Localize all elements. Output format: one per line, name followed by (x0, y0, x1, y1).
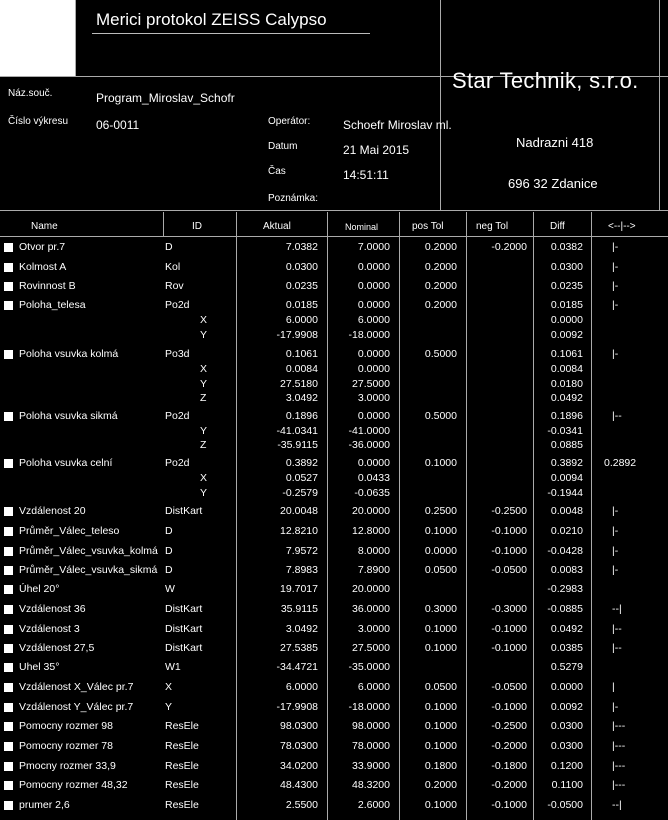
drawing-number-label: Číslo výkresu (8, 116, 69, 127)
cell-neg-tol: -0.1800 (491, 760, 527, 772)
cell-deviation-graph: --| (612, 603, 622, 615)
cell-nominal: 48.3200 (352, 779, 390, 791)
cell-neg-tol: -0.1000 (491, 701, 527, 713)
cell-diff: 0.0048 (550, 505, 583, 517)
cell-neg-tol: -0.2500 (491, 720, 527, 732)
cell-name: Pomocny rozmer 78 (19, 740, 113, 752)
row-checkbox[interactable] (4, 683, 13, 692)
cell-deviation-graph: |-- (612, 623, 622, 635)
cell-pos-tol: 0.1000 (424, 642, 457, 654)
company-name: Star Technik, s.r.o. (452, 68, 639, 93)
cell-id: D (165, 545, 173, 557)
cell-deviation-graph: |- (612, 701, 619, 713)
cell-diff: 0.0385 (550, 642, 583, 654)
divider (163, 212, 164, 236)
divider (0, 210, 668, 211)
cell-aktual: 2.5500 (285, 799, 318, 811)
cell-aktual: 7.8983 (285, 564, 318, 576)
cell-pos-tol: 0.2500 (424, 505, 457, 517)
cell-nominal: 0.0000 (357, 299, 390, 311)
cell-id: D (165, 525, 173, 537)
cell-neg-tol: -0.1000 (491, 623, 527, 635)
cell-diff: 0.1200 (550, 760, 583, 772)
cell-diff: 0.1061 (550, 348, 583, 360)
cell-diff: 0.0492 (550, 623, 583, 635)
cell-pos-tol: 0.1000 (424, 799, 457, 811)
cell-nominal: 6.0000 (357, 681, 390, 693)
row-checkbox[interactable] (4, 566, 13, 575)
cell-diff: -0.0885 (547, 603, 583, 615)
cell-deviation-graph: |- (612, 505, 619, 517)
cell-pos-tol: 0.1000 (424, 720, 457, 732)
cell-deviation-graph: |--- (612, 740, 626, 752)
cell-id: X (200, 363, 208, 375)
cell-diff: -0.0428 (547, 545, 583, 557)
row-checkbox[interactable] (4, 507, 13, 516)
cell-nominal: 0.0433 (357, 472, 390, 484)
cell-pos-tol: 0.2000 (424, 261, 457, 273)
cell-aktual: 78.0300 (280, 740, 318, 752)
cell-id: W (165, 583, 175, 595)
cell-pos-tol: 0.1000 (424, 525, 457, 537)
cell-id: ResEle (165, 740, 199, 752)
cell-pos-tol: 0.2000 (424, 299, 457, 311)
cell-aktual: 27.5180 (280, 378, 318, 390)
cell-nominal: 6.0000 (357, 314, 390, 326)
cell-name: Vzdálenost X_Válec pr.7 (19, 681, 134, 693)
cell-id: X (200, 314, 208, 326)
cell-id: ResEle (165, 720, 199, 732)
cell-diff: -0.0500 (547, 799, 583, 811)
cell-pos-tol: 0.1000 (424, 701, 457, 713)
cell-deviation-graph: 0.2892 (604, 457, 637, 469)
cell-deviation-graph: |-- (612, 642, 622, 654)
cell-pos-tol: 0.0500 (424, 564, 457, 576)
cell-diff: 0.3892 (550, 457, 583, 469)
cell-aktual: 12.8210 (280, 525, 318, 537)
cell-nominal: -36.0000 (348, 439, 390, 451)
cell-pos-tol: 0.5000 (424, 348, 457, 360)
cell-name: Poloha_telesa (19, 299, 86, 311)
cell-deviation-graph: --| (612, 799, 622, 811)
cell-nominal: -18.0000 (348, 701, 390, 713)
cell-id: Rov (165, 280, 184, 292)
cell-diff: 0.0092 (550, 329, 583, 341)
col-header-id: ID (192, 221, 202, 232)
cell-name: Průměr_Válec_teleso (19, 525, 120, 537)
cell-aktual: 34.0200 (280, 760, 318, 772)
cell-id: DistKart (165, 642, 203, 654)
cell-deviation-graph: |- (612, 564, 619, 576)
cell-nominal: 20.0000 (352, 583, 390, 595)
cell-diff: 0.0185 (550, 299, 583, 311)
row-checkbox[interactable] (4, 625, 13, 634)
row-checkbox[interactable] (4, 605, 13, 614)
cell-neg-tol: -0.2000 (491, 779, 527, 791)
cell-name: Vzdálenost 27,5 (19, 642, 95, 654)
cell-name: Pomocny rozmer 48,32 (19, 779, 128, 791)
report-title: Merici protokol ZEISS Calypso (96, 10, 327, 29)
cell-nominal: 3.0000 (357, 392, 390, 404)
cell-name: Vzdálenost Y_Válec pr.7 (19, 701, 134, 713)
part-name-label: Náz.souč. (8, 88, 53, 99)
cell-neg-tol: -0.0500 (491, 564, 527, 576)
cell-name: Vzdálenost 3 (19, 623, 80, 635)
cell-pos-tol: 0.3000 (424, 603, 457, 615)
cell-name: Kolmost A (19, 261, 67, 273)
cell-deviation-graph: |- (612, 261, 619, 273)
row-checkbox[interactable] (4, 243, 13, 252)
cell-aktual: -17.9908 (276, 701, 318, 713)
part-name-value: Program_Miroslav_Schofr (96, 91, 235, 105)
cell-diff: 0.0092 (550, 701, 583, 713)
row-checkbox[interactable] (4, 459, 13, 468)
cell-aktual: 19.7017 (280, 583, 318, 595)
cell-aktual: 0.1896 (285, 410, 318, 422)
cell-nominal: 0.0000 (357, 348, 390, 360)
cell-aktual: 6.0000 (285, 681, 318, 693)
cell-diff: 0.0083 (550, 564, 583, 576)
cell-diff: 0.0382 (550, 241, 583, 253)
divider (659, 0, 660, 210)
cell-diff: 0.0300 (550, 740, 583, 752)
row-checkbox[interactable] (4, 742, 13, 751)
divider (591, 212, 592, 820)
cell-pos-tol: 0.0000 (424, 545, 457, 557)
cell-nominal: 78.0000 (352, 740, 390, 752)
cell-pos-tol: 0.1000 (424, 457, 457, 469)
cell-nominal: 0.0000 (357, 363, 390, 375)
cell-neg-tol: -0.2000 (491, 241, 527, 253)
cell-name: Vzdálenost 20 (19, 505, 86, 517)
cell-neg-tol: -0.3000 (491, 603, 527, 615)
cell-id: Y (200, 487, 208, 499)
cell-name: Rovinnost B (19, 280, 76, 292)
cell-deviation-graph: |-- (612, 410, 622, 422)
cell-neg-tol: -0.0500 (491, 681, 527, 693)
cell-diff: 0.0885 (550, 439, 583, 451)
cell-aktual: 27.5385 (280, 642, 318, 654)
cell-nominal: 3.0000 (357, 623, 390, 635)
cell-nominal: -35.0000 (348, 661, 390, 673)
cell-id: Z (200, 392, 207, 404)
cell-nominal: 2.6000 (357, 799, 390, 811)
cell-diff: 0.0084 (550, 363, 583, 375)
cell-name: Poloha vsuvka kolmá (19, 348, 119, 360)
row-checkbox[interactable] (4, 282, 13, 291)
cell-id: DistKart (165, 603, 203, 615)
cell-deviation-graph: |- (612, 299, 619, 311)
cell-aktual: 0.1061 (285, 348, 318, 360)
col-header-neg-tol: neg Tol (476, 221, 509, 232)
cell-name: Průměr_Válec_vsuvka_sikmá (19, 564, 158, 576)
cell-name: Průměr_Válec_vsuvka_kolmá (19, 545, 158, 557)
cell-diff: 0.5279 (550, 661, 583, 673)
cell-id: D (165, 564, 173, 576)
cell-pos-tol: 0.1000 (424, 740, 457, 752)
cell-diff: 0.1100 (551, 779, 583, 791)
cell-pos-tol: 0.1000 (424, 623, 457, 635)
cell-pos-tol: 0.2000 (424, 280, 457, 292)
date-value: 21 Mai 2015 (343, 143, 410, 157)
title-underline (92, 33, 370, 34)
cell-id: Po2d (165, 410, 190, 422)
cell-diff: 0.0094 (550, 472, 583, 484)
cell-neg-tol: -0.2500 (491, 505, 527, 517)
row-checkbox[interactable] (4, 350, 13, 359)
cell-nominal: -0.0635 (354, 487, 390, 499)
row-checkbox[interactable] (4, 585, 13, 594)
cell-nominal: -18.0000 (348, 329, 390, 341)
cell-aktual: 98.0300 (280, 720, 318, 732)
cell-neg-tol: -0.1000 (491, 799, 527, 811)
cell-nominal: 0.0000 (357, 410, 390, 422)
col-header-name: Name (31, 221, 58, 232)
cell-nominal: 20.0000 (352, 505, 390, 517)
row-checkbox[interactable] (4, 412, 13, 421)
cell-nominal: 27.5000 (352, 642, 390, 654)
cell-deviation-graph: |- (612, 348, 619, 360)
cell-aktual: 20.0048 (280, 505, 318, 517)
cell-aktual: 6.0000 (285, 314, 318, 326)
row-checkbox[interactable] (4, 781, 13, 790)
cell-diff: -0.0341 (547, 425, 583, 437)
cell-nominal: 33.9000 (352, 760, 390, 772)
cell-name: Úhel 20° (19, 583, 60, 595)
cell-deviation-graph: |--- (612, 720, 626, 732)
cell-diff: 0.0300 (550, 261, 583, 273)
cell-aktual: 35.9115 (280, 603, 318, 615)
cell-aktual: 0.3892 (285, 457, 318, 469)
cell-name: Pmocny rozmer 33,9 (19, 760, 116, 772)
cell-aktual: 3.0492 (285, 392, 318, 404)
cell-name: Vzdálenost 36 (19, 603, 86, 615)
cell-aktual: 7.9572 (285, 545, 318, 557)
cell-aktual: 0.0527 (285, 472, 318, 484)
cell-deviation-graph: |--- (612, 779, 626, 791)
cell-aktual: -17.9908 (276, 329, 318, 341)
cell-neg-tol: -0.2000 (491, 740, 527, 752)
cell-aktual: 0.0084 (285, 363, 318, 375)
cell-name: Uhel 35° (19, 661, 60, 673)
cell-nominal: 7.8900 (357, 564, 390, 576)
cell-deviation-graph: |--- (612, 760, 626, 772)
cell-aktual: 0.0300 (285, 261, 318, 273)
company-street: Nadrazni 418 (516, 135, 594, 150)
operator-value: Schoefr Miroslav ml. (343, 118, 452, 132)
divider (440, 0, 441, 210)
cell-neg-tol: -0.1000 (491, 525, 527, 537)
time-label: Čas (268, 166, 286, 177)
col-header-aktual: Aktual (263, 221, 291, 232)
cell-id: Y (200, 425, 208, 437)
cell-nominal: 0.0000 (357, 457, 390, 469)
logo-placeholder (0, 0, 75, 76)
row-checkbox[interactable] (4, 703, 13, 712)
cell-id: Po2d (165, 457, 190, 469)
cell-aktual: -41.0341 (276, 425, 318, 437)
drawing-number-value: 06-0011 (96, 118, 140, 132)
col-header-nominal: Nominal (345, 222, 379, 232)
cell-deviation-graph: |- (612, 525, 619, 537)
cell-neg-tol: -0.1000 (491, 642, 527, 654)
cell-nominal: 8.0000 (357, 545, 390, 557)
cell-id: DistKart (165, 505, 203, 517)
cell-aktual: 0.0235 (285, 280, 318, 292)
row-checkbox[interactable] (4, 762, 13, 771)
cell-name: Otvor pr.7 (19, 241, 66, 253)
cell-id: Po3d (165, 348, 190, 360)
cell-diff: 0.0210 (550, 525, 583, 537)
note-label: Poznámka: (268, 193, 319, 204)
operator-label: Operátor: (268, 116, 311, 127)
cell-id: Kol (165, 261, 181, 273)
cell-deviation-graph: | (612, 681, 615, 693)
row-checkbox[interactable] (4, 663, 13, 672)
cell-id: Po2d (165, 299, 190, 311)
cell-id: ResEle (165, 760, 199, 772)
row-checkbox[interactable] (4, 301, 13, 310)
row-checkbox[interactable] (4, 801, 13, 810)
cell-nominal: 27.5000 (352, 378, 390, 390)
cell-nominal: 36.0000 (352, 603, 390, 615)
cell-aktual: 3.0492 (285, 623, 318, 635)
cell-name: prumer 2,6 (19, 799, 70, 811)
cell-aktual: 7.0382 (285, 241, 318, 253)
cell-aktual: -0.2579 (282, 487, 318, 499)
cell-id: Y (165, 701, 173, 713)
row-checkbox[interactable] (4, 263, 13, 272)
cell-id: X (200, 472, 208, 484)
cell-id: ResEle (165, 799, 199, 811)
cell-nominal: 12.8000 (352, 525, 390, 537)
cell-diff: 0.0000 (550, 681, 583, 693)
cell-id: DistKart (165, 623, 203, 635)
divider (75, 0, 76, 76)
cell-neg-tol: -0.1000 (491, 545, 527, 557)
cell-id: ResEle (165, 779, 199, 791)
cell-diff: -0.2983 (547, 583, 583, 595)
col-header-pos-tol: pos Tol (412, 221, 444, 232)
cell-diff: 0.1896 (550, 410, 583, 422)
cell-id: Z (200, 439, 207, 451)
cell-id: X (165, 681, 173, 693)
cell-aktual: -34.4721 (276, 661, 318, 673)
cell-id: Y (200, 378, 208, 390)
cell-aktual: 0.0185 (285, 299, 318, 311)
cell-diff: -0.1944 (547, 487, 583, 499)
cell-id: D (165, 241, 173, 253)
cell-name: Pomocny rozmer 98 (19, 720, 113, 732)
cell-diff: 0.0300 (550, 720, 583, 732)
cell-pos-tol: 0.2000 (424, 779, 457, 791)
cell-nominal: 0.0000 (357, 261, 390, 273)
cell-name: Poloha vsuvka sikmá (19, 410, 118, 422)
cell-deviation-graph: |- (612, 241, 619, 253)
date-label: Datum (268, 141, 298, 152)
col-header-diff: Diff (550, 221, 565, 232)
row-checkbox[interactable] (4, 644, 13, 653)
divider (0, 236, 668, 237)
cell-deviation-graph: |- (612, 545, 619, 557)
cell-nominal: 98.0000 (352, 720, 390, 732)
cell-id: Y (200, 329, 208, 341)
company-city: 696 32 Zdanice (508, 176, 598, 191)
cell-diff: 0.0235 (550, 280, 583, 292)
cell-diff: 0.0492 (550, 392, 583, 404)
cell-pos-tol: 0.0500 (424, 681, 457, 693)
cell-nominal: 7.0000 (357, 241, 390, 253)
cell-name: Poloha vsuvka celní (19, 457, 113, 469)
cell-diff: 0.0180 (550, 378, 583, 390)
cell-nominal: 0.0000 (357, 280, 390, 292)
col-header-graph: <--|--> (608, 221, 636, 232)
cell-pos-tol: 0.2000 (424, 241, 457, 253)
cell-diff: 0.0000 (550, 314, 583, 326)
cell-pos-tol: 0.1800 (424, 760, 457, 772)
cell-id: W1 (165, 661, 181, 673)
cell-aktual: 48.4300 (280, 779, 318, 791)
cell-pos-tol: 0.5000 (424, 410, 457, 422)
cell-deviation-graph: |- (612, 280, 619, 292)
cell-aktual: -35.9115 (277, 439, 318, 451)
cell-nominal: -41.0000 (348, 425, 390, 437)
row-checkbox[interactable] (4, 547, 13, 556)
time-value: 14:51:11 (343, 168, 389, 182)
row-checkbox[interactable] (4, 527, 13, 536)
row-checkbox[interactable] (4, 722, 13, 731)
